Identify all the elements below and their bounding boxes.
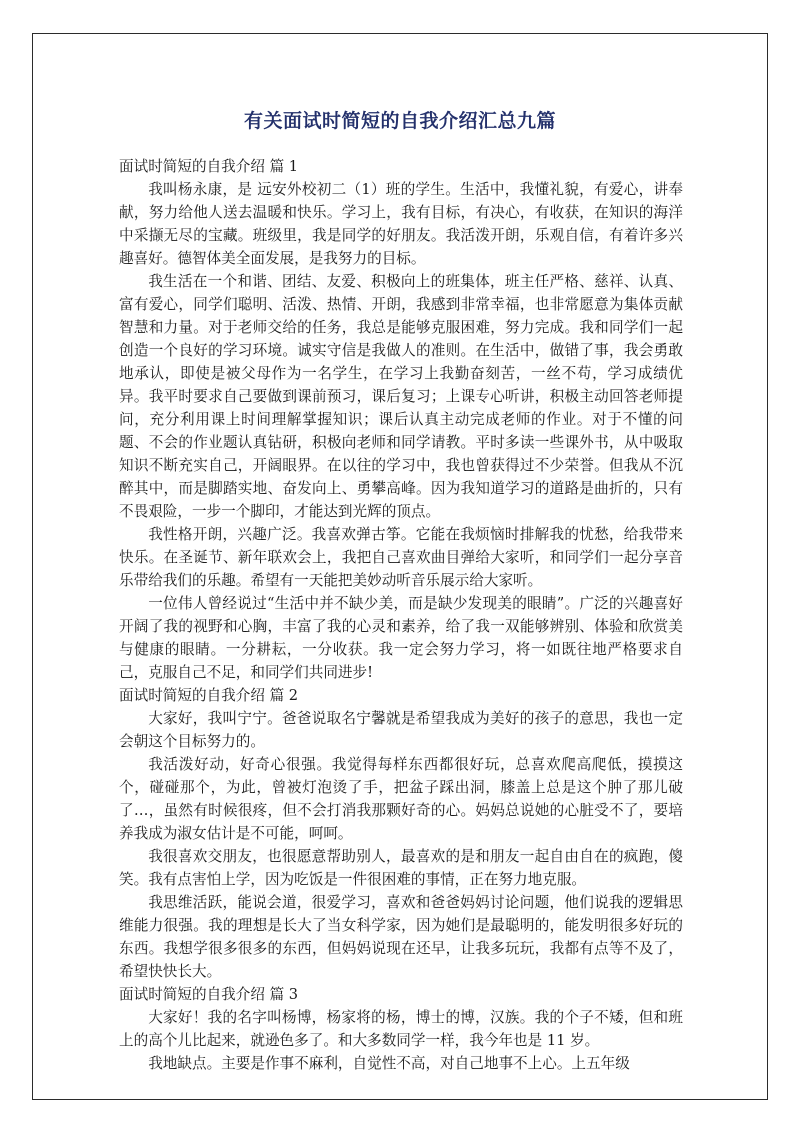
section-1 bbox=[119, 155, 683, 684]
section-3 bbox=[119, 983, 683, 1075]
section-heading: 面试时简短的自我介绍 篇 2 bbox=[119, 687, 299, 704]
document-title: 有关面试时简短的自我介绍汇总九篇 bbox=[243, 110, 556, 132]
section-2 bbox=[119, 684, 683, 983]
paragraph: 我叫杨永康，是 远安外校初二（1）班的学生。生活中，我懂礼貌，有爱心，讲奉献，努力给他人送去温暖和快乐。学习上，我有目标，有决心，有收获，在知识的海洋中采撷无尽的宝藏。班级里，我是同学的好朋友。我活泼开朗，乐观自信，有着许多兴趣喜好。德智体美全面发展，是我努力的目标。 bbox=[119, 181, 683, 267]
paragraph: 大家好！我的名字叫杨博，杨家将的杨，博士的博，汉族。我的个子不矮，但和班上的高个儿比起来，就逊色多了。和大多数同学一样，我今年也是 11 岁。 bbox=[119, 1009, 683, 1049]
section-heading: 面试时简短的自我介绍 篇 1 bbox=[119, 158, 299, 175]
paragraph: 我生活在一个和谐、团结、友爱、积极向上的班集体，班主任严格、慈祥、认真、富有爱心，同学们聪明、活泼、热情、开朗，我感到非常幸福，也非常愿意为集体贡献智慧和力量。对于老师交给的任务，我总是能够克服困难，努力完成。我和同学们一起创造一个良好的学习环境。诚实守信是我做人的准则。在生活中，做错了事，我会勇敢地承认，即使是被父母作为一名学生，在学习上我勤奋刻苦，一丝不苟，学习成绩优异。我平时要求自己要做到课前预习，课后复习；上课专心听讲，积极主动回答老师提问，充分利用课上时间理解掌握知识；课后认真主动完成老师的作业。对于不懂的问题、不会的作业题认真钻研，积极向老师和同学请教。平时多读一些课外书，从中吸取知识不断充实自己，开阔眼界。在以往的学习中，我也曾获得过不少荣誉。但我从不沉醉其中，而是脚踏实地、奋发向上、勇攀高峰。因为我知道学习的道路是曲折的，只有不畏艰险，一步一个脚印，才能达到光辉的顶点。 bbox=[119, 273, 683, 520]
section-heading: 面试时简短的自我介绍 篇 3 bbox=[119, 986, 299, 1003]
document-body bbox=[119, 155, 683, 1075]
paragraph: 我性格开朗，兴趣广泛。我喜欢弹古筝。它能在我烦恼时排解我的忧愁，给我带来快乐。在圣诞节、新年联欢会上，我把自己喜欢曲目弹给大家听，和同学们一起分享音乐带给我们的乐趣。希望有一天能把美妙动听音乐展示给大家听。 bbox=[119, 526, 683, 589]
paragraph: 一位伟人曾经说过“生活中并不缺少美，而是缺少发现美的眼睛”。广泛的兴趣喜好开阔了我的视野和心胸，丰富了我的心灵和素养，给了我一双能够辨别、体验和欣赏美与健康的眼睛。一分耕耘，一分收获。我一定会努力学习，将一如既往地严格要求自己，克服自己不足，和同学们共同进步! bbox=[119, 595, 683, 681]
paragraph: 我很喜欢交朋友，也很愿意帮助别人，最喜欢的是和朋友一起自由自在的疯跑，傻笑。我有点害怕上学，因为吃饭是一件很困难的事情，正在努力地克服。 bbox=[119, 848, 683, 888]
paragraph: 我活泼好动，好奇心很强。我觉得每样东西都很好玩，总喜欢爬高爬低，摸摸这个，碰碰那个，为此，曾被灯泡烫了手，把盆子踩出洞，膝盖上总是这个肿了那儿破了…，虽然有时候很疼，但不会打消我那颗好奇的心。妈妈总说她的心脏受不了，要培养我成为淑女估计是不可能，呵呵。 bbox=[119, 756, 683, 842]
paragraph: 大家好，我叫宁宁。爸爸说取名宁馨就是希望我成为美好的孩子的意思，我也一定会朝这个目标努力的。 bbox=[119, 710, 683, 750]
paragraph: 我地缺点。主要是作事不麻利，自觉性不高，对自己地事不上心。上五年级 bbox=[148, 1055, 630, 1072]
paragraph: 我思维活跃，能说会道，很爱学习，喜欢和爸爸妈妈讨论问题，他们说我的逻辑思维能力很强。我的理想是长大了当女科学家，因为她们是最聪明的，能发明很多好玩的东西。我想学很多很多的东西，但妈妈说现在还早，让我多玩玩，我都有点等不及了，希望快快长大。 bbox=[119, 894, 683, 980]
